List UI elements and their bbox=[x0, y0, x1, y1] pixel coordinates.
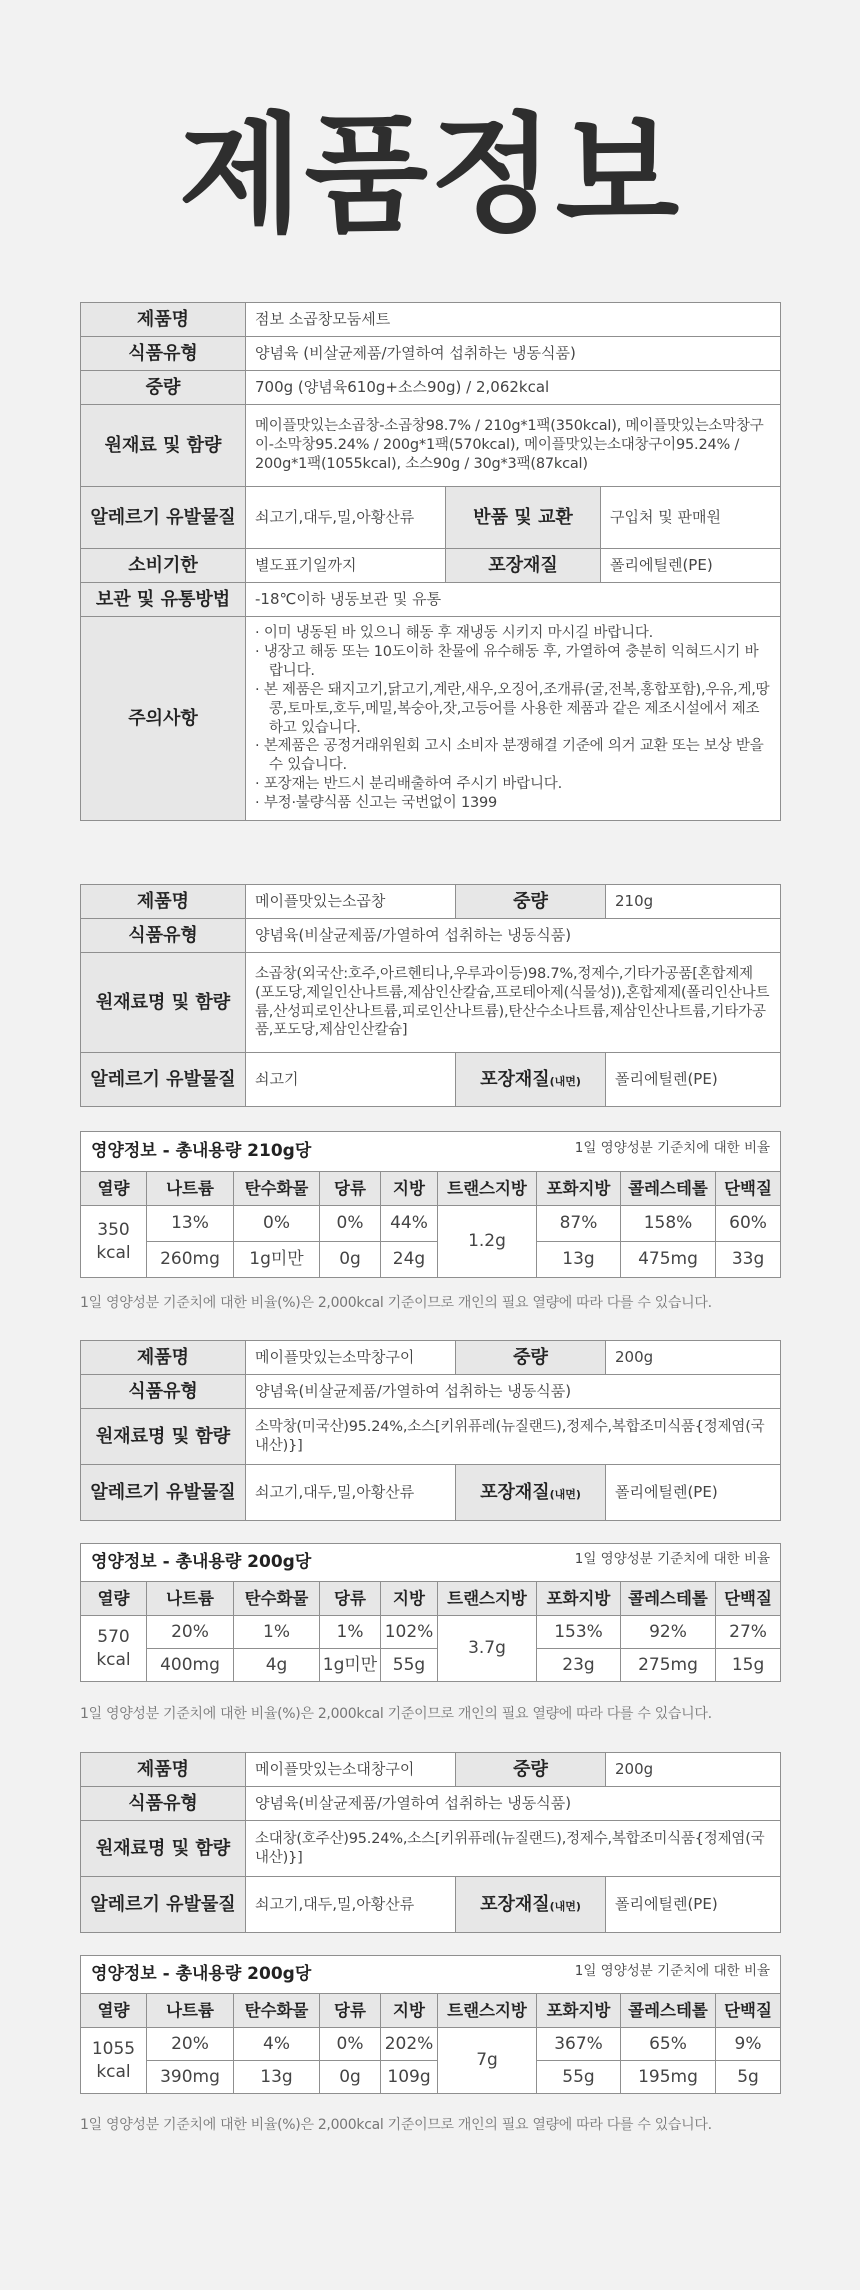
product-name-label: 제품명 bbox=[81, 1753, 246, 1787]
nutrition-header: 콜레스테롤 bbox=[621, 1994, 716, 2028]
product-1-info-table bbox=[80, 884, 781, 1107]
ingredients-value: 소곱창(외국산:호주,아르헨티나,우루과이등)98.7%,정제수,기타가공품[혼합제제(포도당,제일인산나트륨,제삼인산칼슘,프로테아제(식물성)),혼합제제(폴리인산나트륨,산성피로인산나트륨,피로인산나트륨),탄산수소나트륨,제삼인산나트륨,기타가공품,포도당,제삼인산칼슘] bbox=[246, 953, 781, 1053]
food-type-value: 양념육(비살균제품/가열하여 섭취하는 냉동식품) bbox=[246, 1787, 781, 1821]
nutrition-header: 나트륨 bbox=[147, 1994, 234, 2028]
nutrition-amount: 23g bbox=[537, 1649, 621, 1682]
nutrition-percent: 0% bbox=[320, 1206, 381, 1242]
nutrition-percent: 27% bbox=[716, 1616, 781, 1649]
nutrition-percent: 13% bbox=[147, 1206, 234, 1242]
nutrition-percent: 87% bbox=[537, 1206, 621, 1242]
nutrition-percent: 4% bbox=[234, 2028, 320, 2061]
ingredients-label: 원재료명 및 함량 bbox=[81, 1821, 246, 1877]
nutrition-header: 단백질 bbox=[716, 1582, 781, 1616]
food-type-label: 식품유형 bbox=[81, 919, 246, 953]
nutrition-caption bbox=[81, 1956, 781, 1994]
product-name-value: 메이플맛있는소곱창 bbox=[246, 885, 456, 919]
packaging-label-text: 포장재질 bbox=[480, 1068, 550, 1090]
allergy-value: 쇠고기,대두,밀,아황산류 bbox=[246, 487, 446, 549]
product-3-info-table bbox=[80, 1752, 781, 1933]
packaging-value: 폴리에틸렌(PE) bbox=[606, 1053, 781, 1107]
main-info-table bbox=[80, 302, 781, 821]
nutrition-header: 열량 bbox=[81, 1994, 147, 2028]
nutrition-header: 당류 bbox=[320, 1172, 381, 1206]
nutrition-header: 트랜스지방 bbox=[438, 1582, 537, 1616]
nutrition-amount: 15g bbox=[716, 1649, 781, 1682]
nutrition-amount: 4g bbox=[234, 1649, 320, 1682]
weight-label: 중량 bbox=[456, 885, 606, 919]
nutrition-amount: 275mg bbox=[621, 1649, 716, 1682]
ingredients-value: 소대창(호주산)95.24%,소스[키위퓨레(뉴질랜드),정제수,복합조미식품{정제염(국내산)}] bbox=[246, 1821, 781, 1877]
return-label: 반품 및 교환 bbox=[446, 487, 601, 549]
packaging-value: 폴리에틸렌(PE) bbox=[606, 1877, 781, 1933]
nutrition-header: 콜레스테롤 bbox=[621, 1582, 716, 1616]
nutrition-header: 포화지방 bbox=[537, 1582, 621, 1616]
nutrition-percent: 1% bbox=[320, 1616, 381, 1649]
nutrition-percent: 1% bbox=[234, 1616, 320, 1649]
nutrition-header: 지방 bbox=[381, 1582, 438, 1616]
nutrition-percent: 102% bbox=[381, 1616, 438, 1649]
nutrition-amount: 55g bbox=[537, 2061, 621, 2094]
nutrition-percent: 60% bbox=[716, 1206, 781, 1242]
storage-label: 보관 및 유통방법 bbox=[81, 583, 246, 617]
caution-item: · 본 제품은 돼지고기,닭고기,계란,새우,오징어,조개류(굴,전복,홍합포함),우유,게,땅콩,토마토,호두,메밀,복숭아,잣,고등어를 사용한 제품과 같은 제조시설에서 제조하고 있습니다. bbox=[255, 681, 771, 738]
nutrition-amount: 55g bbox=[381, 1649, 438, 1682]
food-type-value: 양념육(비살균제품/가열하여 섭취하는 냉동식품) bbox=[246, 919, 781, 953]
caution-item: · 이미 냉동된 바 있으니 해동 후 재냉동 시키지 마시길 바랍니다. bbox=[255, 624, 771, 643]
nutrition-header: 콜레스테롤 bbox=[621, 1172, 716, 1206]
expiry-value: 별도표기일까지 bbox=[246, 549, 446, 583]
ingredients-label: 원재료명 및 함량 bbox=[81, 1409, 246, 1465]
allergy-value: 쇠고기,대두,밀,아황산류 bbox=[246, 1465, 456, 1521]
caution-label: 주의사항 bbox=[81, 617, 246, 821]
packaging-label-suffix: (내면) bbox=[549, 1487, 581, 1501]
caution-value bbox=[246, 617, 781, 821]
food-type-value: 양념육 (비살균제품/가열하여 섭취하는 냉동식품) bbox=[246, 337, 781, 371]
weight-label: 중량 bbox=[81, 371, 246, 405]
storage-value: -18℃이하 냉동보관 및 유통 bbox=[246, 583, 781, 617]
nutrition-header: 열량 bbox=[81, 1172, 147, 1206]
nutrition-title: 영양정보 - 총내용량 200g당 bbox=[91, 1964, 312, 1985]
nutrition-header: 탄수화물 bbox=[234, 1582, 320, 1616]
nutrition-footnote: 1일 영양성분 기준치에 대한 비율(%)은 2,000kcal 기준이므로 개인의 필요 열량에 따라 다를 수 있습니다. bbox=[80, 1295, 712, 1311]
nutrition-amount: 390mg bbox=[147, 2061, 234, 2094]
nutrition-title: 영양정보 - 총내용량 200g당 bbox=[91, 1552, 312, 1573]
nutrition-amount: 13g bbox=[234, 2061, 320, 2094]
nutrition-header: 탄수화물 bbox=[234, 1994, 320, 2028]
nutrition-percent: 92% bbox=[621, 1616, 716, 1649]
nutrition-percent: 20% bbox=[147, 1616, 234, 1649]
food-type-label: 식품유형 bbox=[81, 337, 246, 371]
nutrition-amount: 260mg bbox=[147, 1242, 234, 1278]
allergy-label: 알레르기 유발물질 bbox=[81, 487, 246, 549]
nutrition-percent: 158% bbox=[621, 1206, 716, 1242]
nutrition-percent: 44% bbox=[381, 1206, 438, 1242]
nutrition-calories: 1055 kcal bbox=[81, 2028, 147, 2094]
product-3-nutrition-table bbox=[80, 1955, 781, 2094]
product-2-info-table bbox=[80, 1340, 781, 1521]
nutrition-daily-note: 1일 영양성분 기준치에 대한 비율 bbox=[574, 1551, 771, 1568]
nutrition-amount: 109g bbox=[381, 2061, 438, 2094]
nutrition-daily-note: 1일 영양성분 기준치에 대한 비율 bbox=[574, 1140, 771, 1157]
nutrition-amount: 24g bbox=[381, 1242, 438, 1278]
nutrition-header: 트랜스지방 bbox=[438, 1994, 537, 2028]
caution-item: · 부정·불량식품 신고는 국번없이 1399 bbox=[255, 794, 771, 813]
nutrition-amount: 13g bbox=[537, 1242, 621, 1278]
nutrition-amount: 0g bbox=[320, 2061, 381, 2094]
nutrition-header: 당류 bbox=[320, 1582, 381, 1616]
nutrition-header: 포화지방 bbox=[537, 1994, 621, 2028]
nutrition-title: 영양정보 - 총내용량 210g당 bbox=[91, 1141, 312, 1162]
nutrition-header: 나트륨 bbox=[147, 1172, 234, 1206]
nutrition-header: 포화지방 bbox=[537, 1172, 621, 1206]
nutrition-header: 당류 bbox=[320, 1994, 381, 2028]
product-name-label: 제품명 bbox=[81, 885, 246, 919]
product-name-label: 제품명 bbox=[81, 303, 246, 337]
product-name-value: 메이플맛있는소막창구이 bbox=[246, 1341, 456, 1375]
nutrition-amount: 400mg bbox=[147, 1649, 234, 1682]
nutrition-trans-fat: 3.7g bbox=[438, 1616, 537, 1682]
nutrition-percent: 20% bbox=[147, 2028, 234, 2061]
nutrition-percent: 153% bbox=[537, 1616, 621, 1649]
nutrition-caption bbox=[81, 1544, 781, 1582]
food-type-label: 식품유형 bbox=[81, 1375, 246, 1409]
packaging-label bbox=[456, 1465, 606, 1521]
nutrition-trans-fat: 1.2g bbox=[438, 1206, 537, 1278]
packaging-label-text: 포장재질 bbox=[480, 1893, 550, 1915]
nutrition-header: 열량 bbox=[81, 1582, 147, 1616]
product-name-value: 메이플맛있는소대창구이 bbox=[246, 1753, 456, 1787]
nutrition-caption bbox=[81, 1132, 781, 1172]
weight-label: 중량 bbox=[456, 1753, 606, 1787]
caution-item: · 본제품은 공정거래위원회 고시 소비자 분쟁해결 기준에 의거 교환 또는 보상 받을 수 있습니다. bbox=[255, 737, 771, 775]
nutrition-header: 지방 bbox=[381, 1994, 438, 2028]
nutrition-header: 트랜스지방 bbox=[438, 1172, 537, 1206]
expiry-label: 소비기한 bbox=[81, 549, 246, 583]
packaging-label: 포장재질 bbox=[446, 549, 601, 583]
nutrition-percent: 0% bbox=[320, 2028, 381, 2061]
caution-item: · 냉장고 해동 또는 10도이하 찬물에 유수해동 후, 가열하여 충분히 익혀드시기 바랍니다. bbox=[255, 643, 771, 681]
weight-value: 210g bbox=[606, 885, 781, 919]
nutrition-footnote: 1일 영양성분 기준치에 대한 비율(%)은 2,000kcal 기준이므로 개인의 필요 열량에 따라 다를 수 있습니다. bbox=[80, 2117, 712, 2133]
nutrition-percent: 367% bbox=[537, 2028, 621, 2061]
nutrition-percent: 202% bbox=[381, 2028, 438, 2061]
nutrition-footnote: 1일 영양성분 기준치에 대한 비율(%)은 2,000kcal 기준이므로 개인의 필요 열량에 따라 다를 수 있습니다. bbox=[80, 1706, 712, 1722]
nutrition-amount: 1g미만 bbox=[320, 1649, 381, 1682]
allergy-label: 알레르기 유발물질 bbox=[81, 1465, 246, 1521]
packaging-label bbox=[456, 1053, 606, 1107]
food-type-value: 양념육(비살균제품/가열하여 섭취하는 냉동식품) bbox=[246, 1375, 781, 1409]
nutrition-amount: 1g미만 bbox=[234, 1242, 320, 1278]
page-title: 제품정보 bbox=[178, 101, 682, 250]
packaging-value: 폴리에틸렌(PE) bbox=[606, 1465, 781, 1521]
nutrition-header: 탄수화물 bbox=[234, 1172, 320, 1206]
nutrition-calories: 570 kcal bbox=[81, 1616, 147, 1682]
packaging-value: 폴리에틸렌(PE) bbox=[601, 549, 781, 583]
nutrition-percent: 65% bbox=[621, 2028, 716, 2061]
ingredients-label: 원재료 및 함량 bbox=[81, 405, 246, 487]
packaging-label-text: 포장재질 bbox=[480, 1481, 550, 1503]
caution-list bbox=[255, 624, 771, 812]
nutrition-trans-fat: 7g bbox=[438, 2028, 537, 2094]
weight-label: 중량 bbox=[456, 1341, 606, 1375]
allergy-label: 알레르기 유발물질 bbox=[81, 1877, 246, 1933]
nutrition-header: 단백질 bbox=[716, 1172, 781, 1206]
product-2-nutrition-table bbox=[80, 1543, 781, 1682]
nutrition-amount: 33g bbox=[716, 1242, 781, 1278]
product-name-label: 제품명 bbox=[81, 1341, 246, 1375]
nutrition-header: 나트륨 bbox=[147, 1582, 234, 1616]
allergy-label: 알레르기 유발물질 bbox=[81, 1053, 246, 1107]
nutrition-header: 단백질 bbox=[716, 1994, 781, 2028]
caution-item: · 포장재는 반드시 분리배출하여 주시기 바랍니다. bbox=[255, 775, 771, 794]
weight-value: 200g bbox=[606, 1341, 781, 1375]
allergy-value: 쇠고기 bbox=[246, 1053, 456, 1107]
packaging-label-suffix: (내면) bbox=[549, 1899, 581, 1913]
nutrition-amount: 475mg bbox=[621, 1242, 716, 1278]
nutrition-amount: 0g bbox=[320, 1242, 381, 1278]
weight-value: 700g (양념육610g+소스90g) / 2,062kcal bbox=[246, 371, 781, 405]
weight-value: 200g bbox=[606, 1753, 781, 1787]
product-1-nutrition-table bbox=[80, 1131, 781, 1278]
nutrition-percent: 9% bbox=[716, 2028, 781, 2061]
ingredients-value: 소막창(미국산)95.24%,소스[키위퓨레(뉴질랜드),정제수,복합조미식품{정제염(국내산)}] bbox=[246, 1409, 781, 1465]
ingredients-value: 메이플맛있는소곱창-소곱창98.7% / 210g*1팩(350kcal), 메이플맛있는소막창구이-소막창95.24% / 200g*1팩(570kcal), 메이플맛있는소대창구이95.24% / 200g*1팩(1055kcal), 소스90g / 30g*3팩(87kcal) bbox=[246, 405, 781, 487]
nutrition-amount: 195mg bbox=[621, 2061, 716, 2094]
allergy-value: 쇠고기,대두,밀,아황산류 bbox=[246, 1877, 456, 1933]
nutrition-calories: 350 kcal bbox=[81, 1206, 147, 1278]
nutrition-daily-note: 1일 영양성분 기준치에 대한 비율 bbox=[574, 1963, 771, 1980]
ingredients-label: 원재료명 및 함량 bbox=[81, 953, 246, 1053]
packaging-label bbox=[456, 1877, 606, 1933]
nutrition-percent: 0% bbox=[234, 1206, 320, 1242]
product-name-value: 점보 소곱창모둠세트 bbox=[246, 303, 781, 337]
nutrition-header: 지방 bbox=[381, 1172, 438, 1206]
food-type-label: 식품유형 bbox=[81, 1787, 246, 1821]
return-value: 구입처 및 판매원 bbox=[601, 487, 781, 549]
packaging-label-suffix: (내면) bbox=[549, 1074, 581, 1088]
nutrition-amount: 5g bbox=[716, 2061, 781, 2094]
